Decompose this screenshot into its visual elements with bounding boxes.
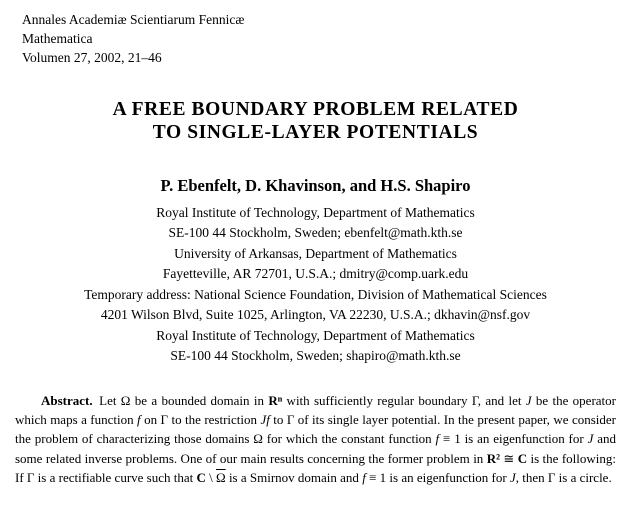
abstract-label: Abstract. xyxy=(41,393,93,408)
journal-series: Mathematica xyxy=(22,31,93,46)
affiliation-line: Fayetteville, AR 72701, U.S.A.; dmitry@comp.uark.edu xyxy=(162,266,469,281)
affiliation-line: SE-100 44 Stockholm, Sweden; shapiro@math.kth.se xyxy=(170,348,461,363)
math-inline: f xyxy=(137,412,141,428)
abstract-text: ≅ xyxy=(500,450,518,466)
affiliation-line: Royal Institute of Technology, Department of Mathematics xyxy=(156,328,475,343)
abstract-text: be the operator which maps a function xyxy=(15,393,616,428)
journal-header xyxy=(22,10,244,67)
abstract-text: is the following: If Γ is a rectifiable curve such that xyxy=(15,450,616,485)
math-inline: f xyxy=(435,431,440,447)
math-inline: J xyxy=(509,469,516,485)
paper-title-line2: TO SINGLE-LAYER POTENTIALS xyxy=(152,122,479,143)
math-inline: Jf xyxy=(260,412,270,428)
abstract-text: is a Smirnov domain and xyxy=(225,469,363,485)
abstract-text: Let Ω be a bounded domain in xyxy=(92,393,269,408)
abstract-text: with sufficiently regular boundary Γ, and let xyxy=(282,393,526,408)
paper-title xyxy=(0,98,631,144)
affiliation-group xyxy=(0,326,631,366)
abstract-text: and some related inverse problems. One of our main results concerning the former problem in xyxy=(15,431,616,466)
affiliation-line: 4201 Wilson Blvd, Suite 1025, Arlington, VA 22230, U.S.A.; dkhavin@nsf.gov xyxy=(100,307,531,322)
abstract-section xyxy=(15,391,616,487)
math-inline: f xyxy=(362,469,366,485)
math-bold-inline: Rⁿ xyxy=(268,393,283,408)
journal-volume: Volumen 27, 2002, 21–46 xyxy=(22,50,162,65)
affiliation-line: Temporary address: National Science Foundation, Division of Mathematical Sciences xyxy=(84,287,547,302)
affiliation-group xyxy=(0,203,631,243)
math-inline: J xyxy=(525,393,532,408)
paper-title-line1: A FREE BOUNDARY PROBLEM RELATED xyxy=(112,99,519,120)
abstract-text: , then Γ is a circle. xyxy=(515,469,612,485)
abstract-text: \ xyxy=(205,469,217,485)
affiliation-line: SE-100 44 Stockholm, Sweden; ebenfelt@math.kth.se xyxy=(168,225,463,240)
authors: P. Ebenfelt, D. Khavinson, and H.S. Shapiro xyxy=(160,176,471,195)
affiliation-group xyxy=(0,285,631,325)
math-bold-inline: C xyxy=(517,450,528,466)
affiliations xyxy=(0,203,631,367)
abstract-text: ≡ 1 is an eigenfunction for xyxy=(365,469,510,485)
math-bold-inline: C xyxy=(196,469,206,485)
abstract-text: on Γ to the restriction xyxy=(140,412,261,428)
abstract-text: to Γ of its single layer potential. In the present paper, we consider the problem of characterizing those domains Ω for which the constant function xyxy=(15,412,616,447)
math-inline: J xyxy=(587,431,594,447)
abstract-paragraph xyxy=(15,391,616,487)
math-bold-inline: R² xyxy=(486,450,500,466)
affiliation-group xyxy=(0,244,631,284)
journal-name: Annales Academiæ Scientiarum Fennicæ xyxy=(22,12,245,27)
abstract-text: ≡ 1 is an eigenfunction for xyxy=(439,431,588,447)
affiliation-line: Royal Institute of Technology, Department of Mathematics xyxy=(156,205,475,220)
math-overline-inline: $\overline{\Omega}$ xyxy=(216,469,226,485)
affiliation-line: University of Arkansas, Department of Mathematics xyxy=(174,246,457,261)
